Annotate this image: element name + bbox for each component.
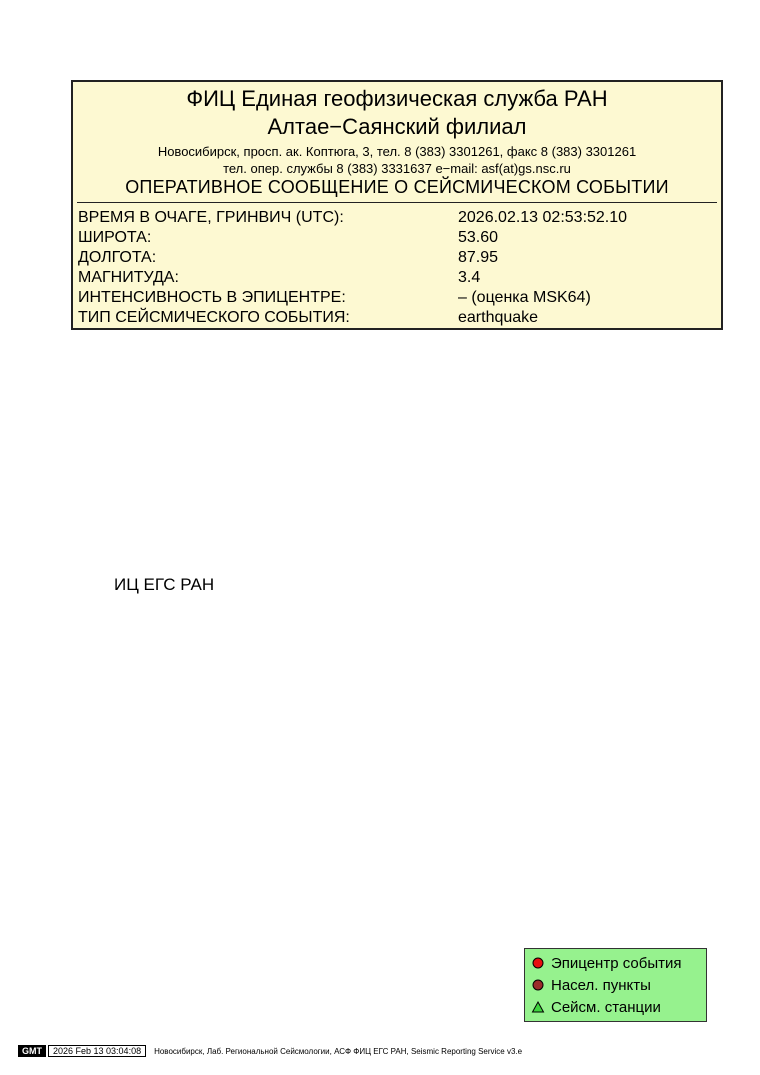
field-value-longitude: 87.95 <box>458 249 499 266</box>
field-label-latitude: ШИРОТА: <box>78 229 152 246</box>
seismic-map <box>0 340 760 1040</box>
map-canvas <box>0 340 760 1040</box>
credit-line: Новосибирск, Лаб. Региональной Сейсмологии, АСФ ФИЦ ЕГС РАН, Seismic Reporting Service v3.e <box>154 1046 523 1056</box>
org-title: ФИЦ Единая геофизическая служба РАН <box>186 86 608 111</box>
legend-label-settlements: Насел. пункты <box>551 976 651 994</box>
field-label-event-type: ТИП СЕЙСМИЧЕСКОГО СОБЫТИЯ: <box>78 309 350 326</box>
address-line: Новосибирск, просп. ак. Коптюга, 3, тел. 8 (383) 3301261, факс 8 (383) 3301261 <box>157 144 637 159</box>
field-label-magnitude: МАГНИТУДА: <box>78 269 179 286</box>
field-label-longitude: ДОЛГОТА: <box>78 249 157 266</box>
generation-timestamp: 2026 Feb 13 03:04:08 <box>48 1045 146 1057</box>
institution-label: ИЦ ЕГС РАН <box>114 575 215 594</box>
epicenter-marker-icon <box>531 956 545 970</box>
map-legend <box>524 948 707 1022</box>
legend-item-stations <box>531 998 661 1016</box>
legend-label-epicenter: Эпицентр события <box>551 954 682 972</box>
station-triangle-icon <box>531 1000 545 1014</box>
footer <box>18 1044 522 1058</box>
contacts-line: тел. опер. службы 8 (383) 3331637 e−mail: asf(at)gs.nsc.ru <box>223 161 571 176</box>
event-info-panel <box>71 80 723 330</box>
legend-item-settlements <box>531 976 651 994</box>
legend-label-stations: Сейсм. станции <box>551 998 661 1016</box>
field-value-time: 2026.02.13 02:53:52.10 <box>458 209 628 226</box>
header-divider <box>77 202 717 203</box>
field-value-latitude: 53.60 <box>458 229 499 246</box>
field-value-intensity: – (оценка MSK64) <box>458 289 591 306</box>
settlement-marker-icon <box>531 978 545 992</box>
report-title: ОПЕРАТИВНОЕ СООБЩЕНИЕ О СЕЙСМИЧЕСКОМ СОБЫТИИ <box>125 177 669 197</box>
field-value-magnitude: 3.4 <box>458 269 481 286</box>
branch-title: Алтае−Саянский филиал <box>267 114 527 139</box>
field-label-time: ВРЕМЯ В ОЧАГЕ, ГРИНВИЧ (UTC): <box>78 209 344 226</box>
legend-item-epicenter <box>531 954 681 972</box>
field-value-event-type: earthquake <box>458 309 539 326</box>
gmt-logo: GMT <box>18 1045 46 1057</box>
field-label-intensity: ИНТЕНСИВНОСТЬ В ЭПИЦЕНТРЕ: <box>78 289 346 306</box>
